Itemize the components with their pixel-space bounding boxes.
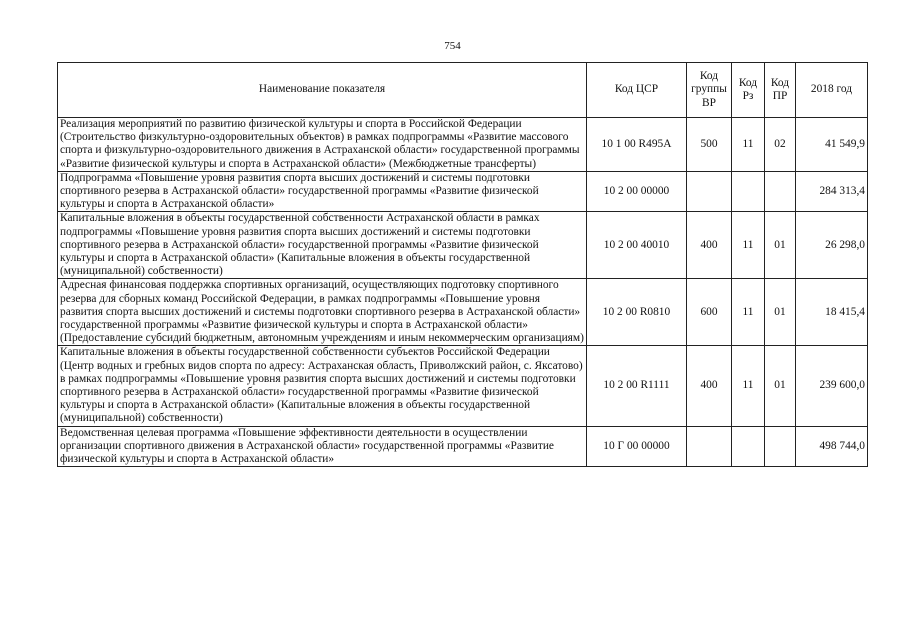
- table-row: [58, 118, 868, 172]
- row-amount: 26 298,0: [796, 212, 868, 279]
- row-name: Адресная финансовая поддержка спортивных организаций, осуществляющих подготовку спортивного резерва для сборных команд Российской Федерации, в рамках подпрограммы «Повышение уровня развития спорта высших достижений и системы подготовки спортивного резерва в Астраханской области» государственной программы «Развитие физической культуры и спорта в Астраханской области» (Предоставление субсидий бюджетным, автономным учреждениям и иным некоммерческим организациям): [58, 279, 587, 346]
- row-amount: 239 600,0: [796, 346, 868, 426]
- row-vr-code: [687, 171, 732, 212]
- row-vr-code: 500: [687, 118, 732, 172]
- row-vr-code: 400: [687, 212, 732, 279]
- row-pr-code: [765, 171, 796, 212]
- row-rz-code: 11: [732, 346, 765, 426]
- row-rz-code: [732, 171, 765, 212]
- row-amount: 18 415,4: [796, 279, 868, 346]
- header-year: 2018 год: [796, 63, 868, 118]
- row-vr-code: [687, 426, 732, 467]
- row-amount: 284 313,4: [796, 171, 868, 212]
- row-amount: 498 744,0: [796, 426, 868, 467]
- row-pr-code: 01: [765, 212, 796, 279]
- row-vr-code: 600: [687, 279, 732, 346]
- header-pr: Код ПР: [765, 63, 796, 118]
- table-row: [58, 426, 868, 467]
- row-pr-code: [765, 426, 796, 467]
- row-csr-code: 10 1 00 R495A: [587, 118, 687, 172]
- table-row: [58, 212, 868, 279]
- header-csr: Код ЦСР: [587, 63, 687, 118]
- row-csr-code: 10 Г 00 00000: [587, 426, 687, 467]
- row-pr-code: 01: [765, 279, 796, 346]
- row-pr-code: 02: [765, 118, 796, 172]
- row-name: Реализация мероприятий по развитию физической культуры и спорта в Российской Федерации (Строительство физкультурно-оздоровительных объектов) в рамках подпрограммы «Развитие массового спорта и физкультурно-оздоровительного движения в Астраханской области» государственной программы «Развитие физической культуры и спорта в Астраханской области» (Межбюджетные трансферты): [58, 118, 587, 172]
- row-csr-code: 10 2 00 R0810: [587, 279, 687, 346]
- row-rz-code: 11: [732, 279, 765, 346]
- table-header-row: [58, 63, 868, 118]
- row-name: Ведомственная целевая программа «Повышение эффективности деятельности в осуществлении организации спортивного движения в Астраханской области» государственной программы «Развитие физической культуры и спорта в Астраханской области»: [58, 426, 587, 467]
- row-vr-code: 400: [687, 346, 732, 426]
- table-row: [58, 279, 868, 346]
- row-pr-code: 01: [765, 346, 796, 426]
- row-csr-code: 10 2 00 40010: [587, 212, 687, 279]
- row-csr-code: 10 2 00 00000: [587, 171, 687, 212]
- page-number: 754: [444, 40, 461, 52]
- row-name: Подпрограмма «Повышение уровня развития спорта высших достижений и системы подготовки спортивного резерва в Астраханской области» государственной программы «Развитие физической культуры и спорта в Астраханской области»: [58, 171, 587, 212]
- table-row: [58, 346, 868, 426]
- row-rz-code: 11: [732, 212, 765, 279]
- header-vr: Код группы ВР: [687, 63, 732, 118]
- row-rz-code: [732, 426, 765, 467]
- table-row: [58, 171, 868, 212]
- budget-table: [57, 62, 868, 467]
- header-name: Наименование показателя: [58, 63, 587, 118]
- header-rz: Код Рз: [732, 63, 765, 118]
- row-rz-code: 11: [732, 118, 765, 172]
- row-name: Капитальные вложения в объекты государственной собственности субъектов Российской Федерации (Центр водных и гребных видов спорта по адресу: Астраханская область, Приволжский район, с. Яксатово) в рамках подпрограммы «Повышение уровня развития спорта высших достижений и системы подготовки спортивного резерва в Астраханской области» государственной программы «Развитие физической культуры и спорта в Астраханской области» (Капитальные вложения в объекты государственной (муниципальной) собственности): [58, 346, 587, 426]
- row-amount: 41 549,9: [796, 118, 868, 172]
- row-name: Капитальные вложения в объекты государственной собственности Астраханской области в рамках подпрограммы «Повышение уровня развития спорта высших достижений и системы подготовки спортивного резерва в Астраханской области» государственной программы «Развитие физической культуры и спорта в Астраханской области» (Капитальные вложения в объекты государственной (муниципальной) собственности): [58, 212, 587, 279]
- row-csr-code: 10 2 00 R1111: [587, 346, 687, 426]
